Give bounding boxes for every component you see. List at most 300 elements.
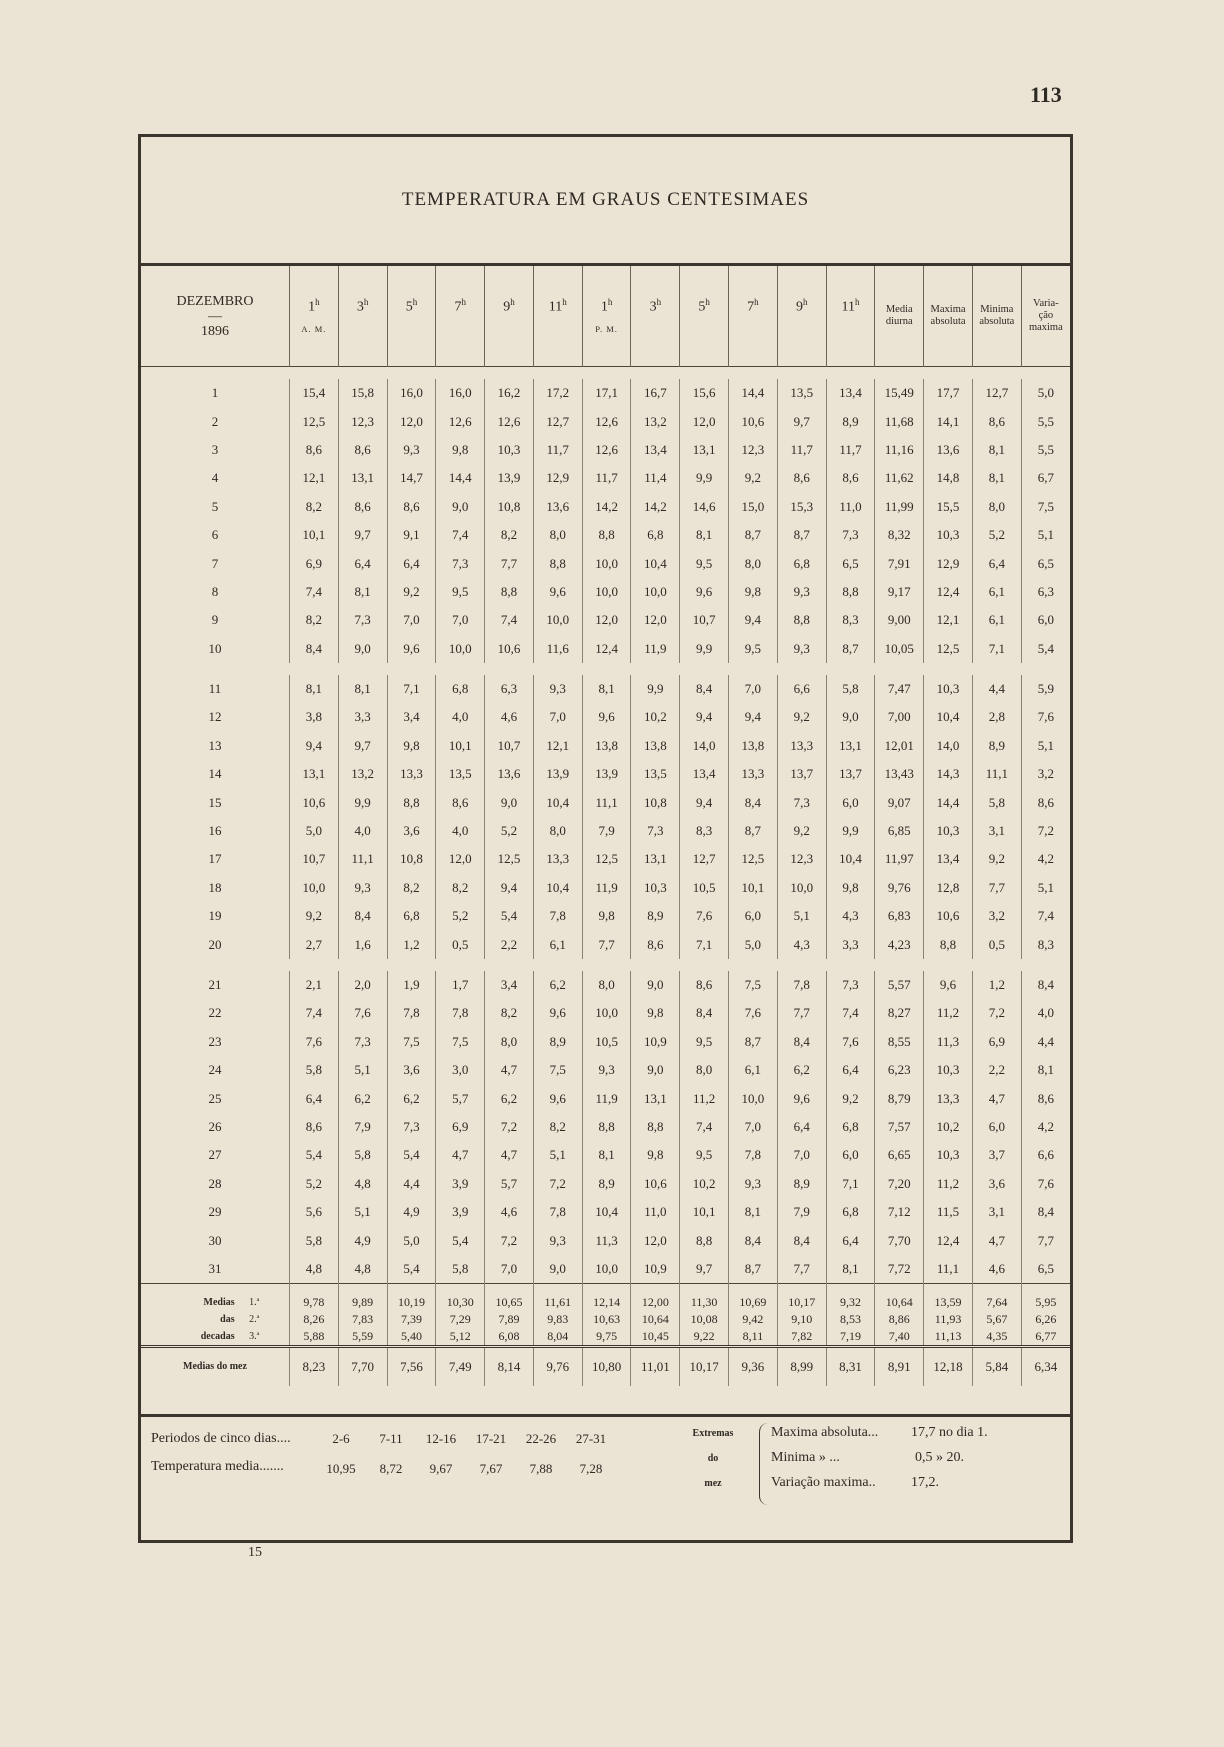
cell-value: 11,99 [875,493,924,521]
cell-value: 10,0 [582,578,631,606]
cell-value: 7,5 [533,1056,582,1084]
cell-value: 3,1 [972,1198,1021,1226]
cell-value: 6,4 [290,1084,339,1112]
cell-value: 5,5 [1021,407,1070,435]
cell-value: 12,3 [777,845,826,873]
cell-value: 8,3 [680,817,729,845]
cell-value: 14,8 [924,464,973,492]
cell-value: 8,6 [631,930,680,958]
cell-value: 4,8 [290,1255,339,1284]
hour-header [729,266,778,367]
cell-value: 14,7 [387,464,436,492]
month-label: DEZEMBRO [176,293,254,309]
cell-value: 7,8 [533,1198,582,1226]
cell-value: 5,57 [875,971,924,999]
table-row [141,1226,1070,1254]
cell-value: 8,1 [582,1141,631,1169]
cell-value: 7,4 [290,578,339,606]
cell-value: 9,5 [436,578,485,606]
cell-value: 8,7 [729,1255,778,1284]
cell-value: 8,0 [680,1056,729,1084]
cell-value: 15,49 [875,379,924,407]
cell-value: 9,1 [387,521,436,549]
cell-value: 8,4 [338,902,387,930]
cell-value: 7,3 [436,549,485,577]
cell-value: 5,2 [972,521,1021,549]
cell-value: 10,3 [924,1141,973,1169]
cell-value: 7,3 [631,817,680,845]
hour-suffix: h [510,296,515,307]
cell-value: 8,2 [290,606,339,634]
table-row [141,1255,1070,1284]
cell-value: 5,88 [290,1328,339,1347]
cell-value: 11,3 [924,1028,973,1056]
cell-value: 13,1 [290,760,339,788]
cell-value: 4,35 [972,1328,1021,1347]
cell-value: 4,0 [436,703,485,731]
row-label: 28 [208,1175,222,1191]
cell-value: 3,3 [826,930,875,958]
cell-value: 5,6 [290,1198,339,1226]
cell-value: 11,9 [582,874,631,902]
cell-value: 9,3 [387,436,436,464]
cell-value: 9,4 [729,703,778,731]
cell-value: 7,20 [875,1170,924,1198]
cell-value: 7,89 [485,1311,534,1328]
cell-value: 7,72 [875,1255,924,1284]
extreme-max-label: Maxima absoluta... [771,1425,879,1440]
cell-value: 9,0 [631,971,680,999]
cell-value: 8,4 [777,1028,826,1056]
table-title: TEMPERATURA EM GRAUS CENTESIMAES [401,189,810,210]
cell-value: 7,0 [387,606,436,634]
cell-value: 9,07 [875,788,924,816]
decade-row [141,1284,1070,1312]
cell-value: 8,9 [826,407,875,435]
cell-value: 8,4 [1021,1198,1070,1226]
cell-value: 15,3 [777,493,826,521]
cell-value: 12,0 [631,1226,680,1254]
cell-value: 4,8 [338,1170,387,1198]
cell-value: 9,10 [777,1311,826,1328]
row-label: 17 [208,851,222,867]
cell-value: 11,7 [582,464,631,492]
cell-value: 3,2 [972,902,1021,930]
row-label: 2 [211,413,219,429]
decade-group-label: Medias [203,1297,235,1309]
cell-value: 7,5 [729,971,778,999]
hour-suffix: h [562,296,567,307]
cell-value: 7,64 [972,1284,1021,1312]
cell-value: 5,95 [1021,1284,1070,1312]
extreme-min-label: Minima » ... [771,1450,840,1465]
hour-value: 5 [405,299,413,315]
cell-value: 8,8 [631,1113,680,1141]
period-temp: 7,67 [479,1461,503,1476]
cell-value: 8,6 [826,464,875,492]
row-label: 22 [208,1005,222,1021]
cell-value: 8,0 [729,549,778,577]
cell-value: 10,9 [631,1255,680,1284]
cell-value: 8,8 [680,1226,729,1254]
cell-value: 8,1 [338,675,387,703]
summary-section [141,1415,1070,1535]
cell-value: 3,9 [436,1198,485,1226]
table-row [141,1170,1070,1198]
cell-value: 5,4 [485,902,534,930]
cell-value: 11,16 [875,436,924,464]
cell-value: 10,64 [875,1284,924,1312]
hour-header [290,266,339,367]
cell-value: 8,6 [290,1113,339,1141]
cell-value: 13,6 [924,436,973,464]
cell-value: 8,9 [533,1028,582,1056]
cell-value: 9,2 [387,578,436,606]
cell-value: 7,4 [290,999,339,1027]
cell-value: 10,3 [485,436,534,464]
cell-value: 8,53 [826,1311,875,1328]
decade-number: 1.ª [249,1297,260,1309]
table-row [141,675,1070,703]
hour-header [436,266,485,367]
cell-value: 6,4 [338,549,387,577]
hour-period [339,322,387,337]
cell-value: 7,47 [875,675,924,703]
cell-value: 2,1 [290,971,339,999]
hour-suffix: h [363,296,369,307]
table-row [141,1056,1070,1084]
cell-value: 14,2 [582,493,631,521]
cell-value: 12,1 [924,606,973,634]
row-label: 21 [208,977,222,992]
cell-value: 5,8 [338,1141,387,1169]
cell-value: 9,32 [826,1284,875,1312]
cell-value: 9,6 [387,635,436,663]
cell-value: 6,9 [290,549,339,577]
cell-value: 14,0 [680,732,729,760]
cell-value: 9,5 [680,549,729,577]
cell-value: 7,4 [485,606,534,634]
cell-value: 6,8 [436,675,485,703]
cell-value: 14,4 [729,379,778,407]
cell-value: 10,1 [680,1198,729,1226]
cell-value: 7,6 [1021,1170,1070,1198]
cell-value: 8,2 [533,1113,582,1141]
cell-value: 5,7 [436,1084,485,1112]
cell-value: 8,2 [485,521,534,549]
cell-value: 5,1 [1021,874,1070,902]
cell-value: 10,8 [485,493,534,521]
cell-value: 9,4 [729,606,778,634]
cell-value: 8,1 [290,675,339,703]
cell-value: 7,0 [436,606,485,634]
cell-value: 7,00 [875,703,924,731]
cell-value: 9,0 [436,493,485,521]
hour-header [826,266,875,367]
table-row [141,521,1070,549]
cell-value: 8,7 [729,817,778,845]
cell-value: 7,6 [290,1028,339,1056]
cell-value: 6,0 [1021,606,1070,634]
cell-value: 9,2 [972,845,1021,873]
hour-value: 7 [454,299,462,315]
cell-value: 7,19 [826,1328,875,1347]
hour-value: 11 [548,299,563,315]
cell-value: 9,5 [680,1028,729,1056]
cell-value: 10,3 [924,675,973,703]
temp-media-label: Temperatura media....... [151,1459,284,1474]
cell-value: 7,7 [972,874,1021,902]
table-row [141,703,1070,731]
cell-value: 12,1 [290,464,339,492]
cell-value: 8,4 [290,635,339,663]
table-row [141,930,1070,958]
cell-value: 5,2 [436,902,485,930]
cell-value: 4,7 [972,1226,1021,1254]
hour-suffix: h [607,296,613,307]
period-temp: 7,88 [529,1461,553,1476]
cell-value: 13,6 [533,493,582,521]
cell-value: 6,85 [875,817,924,845]
row-label: 6 [211,527,219,543]
hour-header [582,266,631,367]
extreme-max-value: 17,7 no dia 1. [911,1425,988,1440]
stat-header-line: ção [1038,310,1054,321]
stat-header-line: Maxima [930,304,966,315]
cell-value: 6,9 [436,1113,485,1141]
cell-value: 3,7 [972,1141,1021,1169]
cell-value: 9,9 [826,817,875,845]
cell-value: 8,2 [387,874,436,902]
stat-header-line: diurna [885,316,913,327]
cell-value: 9,3 [533,1226,582,1254]
period-range: 17-21 [475,1431,507,1446]
cell-value: 5,4 [436,1226,485,1254]
cell-value: 7,0 [729,1113,778,1141]
cell-value: 17,1 [582,379,631,407]
cell-value: 8,9 [777,1170,826,1198]
cell-value: 7,7 [485,549,534,577]
cell-value: 13,9 [533,760,582,788]
cell-value: 7,8 [729,1141,778,1169]
table-row [141,1113,1070,1141]
cell-value: 6,77 [1021,1328,1070,1347]
period-range: 22-26 [525,1431,557,1446]
cell-value: 8,4 [1021,971,1070,999]
cell-value: 10,3 [631,874,680,902]
cell-value: 7,4 [680,1113,729,1141]
cell-value: 3,3 [338,703,387,731]
cell-value: 15,0 [729,493,778,521]
cell-value: 10,6 [485,635,534,663]
cell-value: 10,3 [924,521,973,549]
cell-value: 5,8 [826,675,875,703]
table-row [141,436,1070,464]
cell-value: 8,27 [875,999,924,1027]
cell-value: 7,2 [972,999,1021,1027]
cell-value: 10,65 [485,1284,534,1312]
row-label: 10 [208,640,222,656]
period-temp: 7,28 [579,1461,603,1476]
cell-value: 9,36 [729,1347,778,1387]
cell-value: 17,2 [533,379,582,407]
cell-value: 6,4 [777,1113,826,1141]
cell-value: 3,8 [290,703,339,731]
hour-suffix: h [315,296,320,307]
cell-value: 11,0 [826,493,875,521]
cell-value: 11,7 [826,436,875,464]
cell-value: 7,8 [777,971,826,999]
cell-value: 9,6 [582,703,631,731]
cell-value: 10,63 [582,1311,631,1328]
cell-value: 10,8 [387,845,436,873]
cell-value: 10,4 [533,874,582,902]
table-row [141,635,1070,663]
cell-value: 8,6 [680,971,729,999]
cell-value: 10,1 [436,732,485,760]
cell-value: 10,4 [826,845,875,873]
table-row [141,1028,1070,1056]
stat-header [924,266,973,367]
cell-value: 1,6 [338,930,387,958]
cell-value: 13,6 [485,760,534,788]
cell-value: 6,9 [972,1028,1021,1056]
cell-value: 8,55 [875,1028,924,1056]
cell-value: 10,30 [436,1284,485,1312]
cell-value: 9,6 [777,1084,826,1112]
cell-value: 8,79 [875,1084,924,1112]
cell-value: 9,83 [533,1311,582,1328]
cell-value: 4,3 [777,930,826,958]
cell-value: 11,1 [972,760,1021,788]
cell-value: 9,6 [533,1084,582,1112]
cell-value: 9,7 [338,521,387,549]
cell-value: 6,26 [1021,1311,1070,1328]
cell-value: 13,8 [729,732,778,760]
cell-value: 6,4 [826,1226,875,1254]
cell-value: 7,9 [338,1113,387,1141]
cell-value: 6,1 [729,1056,778,1084]
cell-value: 3,2 [1021,760,1070,788]
cell-value: 11,01 [631,1347,680,1387]
cell-value: 5,7 [485,1170,534,1198]
cell-value: 6,1 [533,930,582,958]
cell-value: 10,6 [924,902,973,930]
period-range: 12-16 [425,1431,457,1446]
cell-value: 5,4 [387,1255,436,1284]
cell-value: 9,8 [387,732,436,760]
cell-value: 9,3 [533,675,582,703]
cell-value: 5,84 [972,1347,1021,1387]
cell-value: 7,2 [485,1226,534,1254]
cell-value: 6,5 [1021,549,1070,577]
cell-value: 6,3 [1021,578,1070,606]
hour-value: 3 [649,299,657,315]
cell-value: 7,29 [436,1311,485,1328]
cell-value: 13,2 [631,407,680,435]
cell-value: 7,1 [826,1170,875,1198]
cell-value: 6,5 [826,549,875,577]
cell-value: 7,3 [338,1028,387,1056]
cell-value: 13,5 [436,760,485,788]
cell-value: 8,1 [1021,1056,1070,1084]
row-label: 16 [208,823,222,839]
cell-value: 13,2 [338,760,387,788]
cell-value: 8,6 [1021,1084,1070,1112]
hour-value: 1 [600,299,608,315]
cell-value: 7,9 [582,817,631,845]
cell-value: 4,6 [485,703,534,731]
month-year-header [141,266,290,367]
cell-value: 10,64 [631,1311,680,1328]
cell-value: 9,9 [338,788,387,816]
cell-value: 8,8 [485,578,534,606]
cell-value: 7,40 [875,1328,924,1347]
cell-value: 9,2 [826,1084,875,1112]
hour-period [388,322,436,337]
cell-value: 8,9 [631,902,680,930]
cell-value: 10,45 [631,1328,680,1347]
table-row [141,845,1070,873]
cell-value: 7,70 [338,1347,387,1387]
cell-value: 7,6 [680,902,729,930]
cell-value: 11,97 [875,845,924,873]
cell-value: 7,0 [485,1255,534,1284]
cell-value: 16,7 [631,379,680,407]
cell-value: 13,5 [777,379,826,407]
cell-value: 5,5 [1021,436,1070,464]
cell-value: 10,1 [729,874,778,902]
cell-value: 7,12 [875,1198,924,1226]
cell-value: 13,5 [631,760,680,788]
table-body [141,367,1070,1387]
cell-value: 9,76 [533,1347,582,1387]
row-label: 18 [208,879,222,895]
year-label: 1896 [201,323,229,339]
cell-value: 5,4 [1021,635,1070,663]
cell-value: 15,8 [338,379,387,407]
cell-value: 5,9 [1021,675,1070,703]
cell-value: 6,23 [875,1056,924,1084]
extreme-var-label: Variação maxima.. [771,1475,876,1490]
cell-value: 8,32 [875,521,924,549]
cell-value: 5,1 [338,1056,387,1084]
cell-value: 5,67 [972,1311,1021,1328]
cell-value: 10,0 [436,635,485,663]
hour-suffix: h [461,296,466,307]
cell-value: 8,9 [972,732,1021,760]
cell-value: 5,0 [290,817,339,845]
stat-header-line: Varia- [1033,298,1059,309]
cell-value: 13,7 [777,760,826,788]
cell-value: 9,5 [729,635,778,663]
cell-value: 11,93 [924,1311,973,1328]
cell-value: 6,8 [387,902,436,930]
cell-value: 5,4 [290,1141,339,1169]
table-row [141,999,1070,1027]
cell-value: 9,0 [533,1255,582,1284]
cell-value: 8,7 [729,1028,778,1056]
hour-value: 3 [356,299,364,315]
stat-header-line: absoluta [979,316,1015,327]
cell-value: 12,6 [582,436,631,464]
cell-value: 4,9 [387,1198,436,1226]
spacer-row [141,959,1070,971]
table-row [141,606,1070,634]
cell-value: 13,43 [875,760,924,788]
row-label: 19 [208,908,222,924]
cell-value: 13,4 [680,760,729,788]
